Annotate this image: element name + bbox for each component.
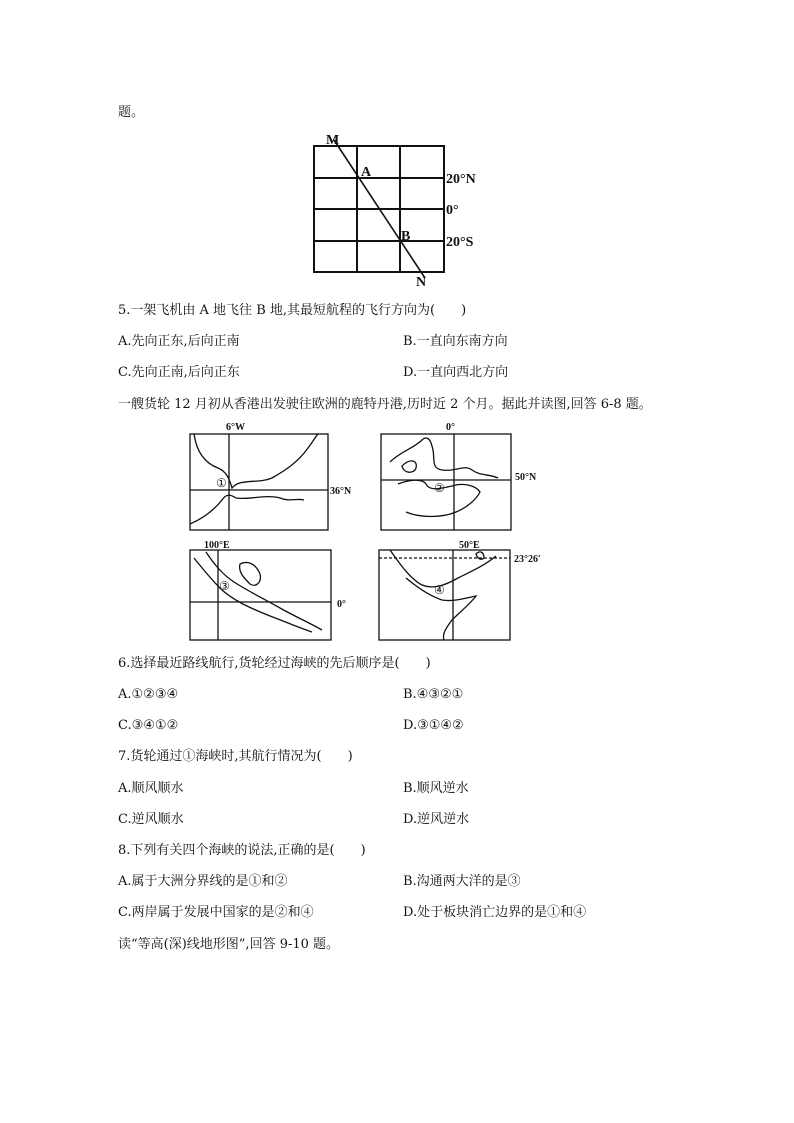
label-20n: 20°N: [446, 172, 476, 187]
map3-top-label: 100°E: [204, 540, 230, 551]
passage-9-10: 读“等高(深)线地形图”,回答 9-10 题。: [118, 937, 340, 952]
q8-option-b: B.沟通两大洋的是③: [403, 874, 521, 889]
map1-side-label: 36°N: [330, 486, 352, 497]
label-n: N: [416, 275, 427, 290]
map4-coast-arabia: [390, 550, 496, 587]
q7-option-b: B.顺风逆水: [403, 781, 469, 796]
map3-marker: ③: [219, 579, 230, 593]
q6-option-c: C.③④①②: [118, 718, 179, 733]
map3-coast-west: [194, 558, 312, 632]
q8-stem: 8.下列有关四个海峡的说法,正确的是( ): [118, 843, 366, 858]
q5-option-b: B.一直向东南方向: [403, 334, 508, 349]
q7-option-a: A.顺风顺水: [118, 781, 184, 796]
q6-option-b: B.④③②①: [403, 687, 464, 702]
q6-stem: 6.选择最近路线航行,货轮经过海峡的先后顺序是( ): [118, 656, 431, 671]
label-m: M: [326, 133, 340, 148]
q6-option-d: D.③①④②: [403, 718, 464, 733]
strait-maps-figure: [180, 418, 560, 646]
q5-option-c: C.先向正南,后向正东: [118, 365, 240, 380]
label-20s: 20°S: [446, 235, 474, 250]
intro-tail: 题。: [118, 105, 145, 120]
map2-side-label: 50°N: [515, 472, 537, 483]
map1-marker: ①: [216, 476, 227, 490]
map3-side-label: 0°: [337, 599, 346, 610]
q6-option-a: A.①②③④: [118, 687, 179, 702]
map3-island: [240, 562, 261, 585]
map4-side-label: 23°26′: [514, 554, 541, 565]
map3-frame: [190, 550, 331, 640]
map1-coast-north: [194, 434, 318, 488]
q7-option-d: D.逆风逆水: [403, 812, 470, 827]
map2-marker: ②: [434, 481, 445, 495]
map2-island: [402, 461, 416, 472]
q5-stem: 5.一架飞机由 A 地飞往 B 地,其最短航程的飞行方向为( ): [118, 303, 467, 318]
q7-stem: 7.货轮通过①海峡时,其航行情况为( ): [118, 749, 353, 764]
q7-option-c: C.逆风顺水: [118, 812, 184, 827]
label-a: A: [361, 165, 372, 180]
q5-option-d: D.一直向西北方向: [403, 365, 509, 380]
map1-top-label: 6°W: [226, 422, 245, 433]
label-0: 0°: [446, 203, 459, 218]
map2-top-label: 0°: [446, 422, 455, 433]
label-b: B: [401, 229, 411, 244]
q5-option-a: A.先向正东,后向正南: [118, 334, 240, 349]
q8-option-d: D.处于板块消亡边界的是①和④: [403, 905, 587, 920]
grid-figure: [300, 128, 500, 290]
map4-top-label: 50°E: [459, 540, 480, 551]
q8-option-c: C.两岸属于发展中国家的是②和④: [118, 905, 314, 920]
q8-option-a: A.属于大洲分界线的是①和②: [118, 874, 288, 889]
map1-coast-south: [190, 495, 304, 524]
passage-6-8: 一艘货轮 12 月初从香港出发驶往欧洲的鹿特丹港,历时近 2 个月。据此并读图,回答 6-8 题。: [118, 397, 652, 412]
map4-marker: ④: [434, 583, 445, 597]
